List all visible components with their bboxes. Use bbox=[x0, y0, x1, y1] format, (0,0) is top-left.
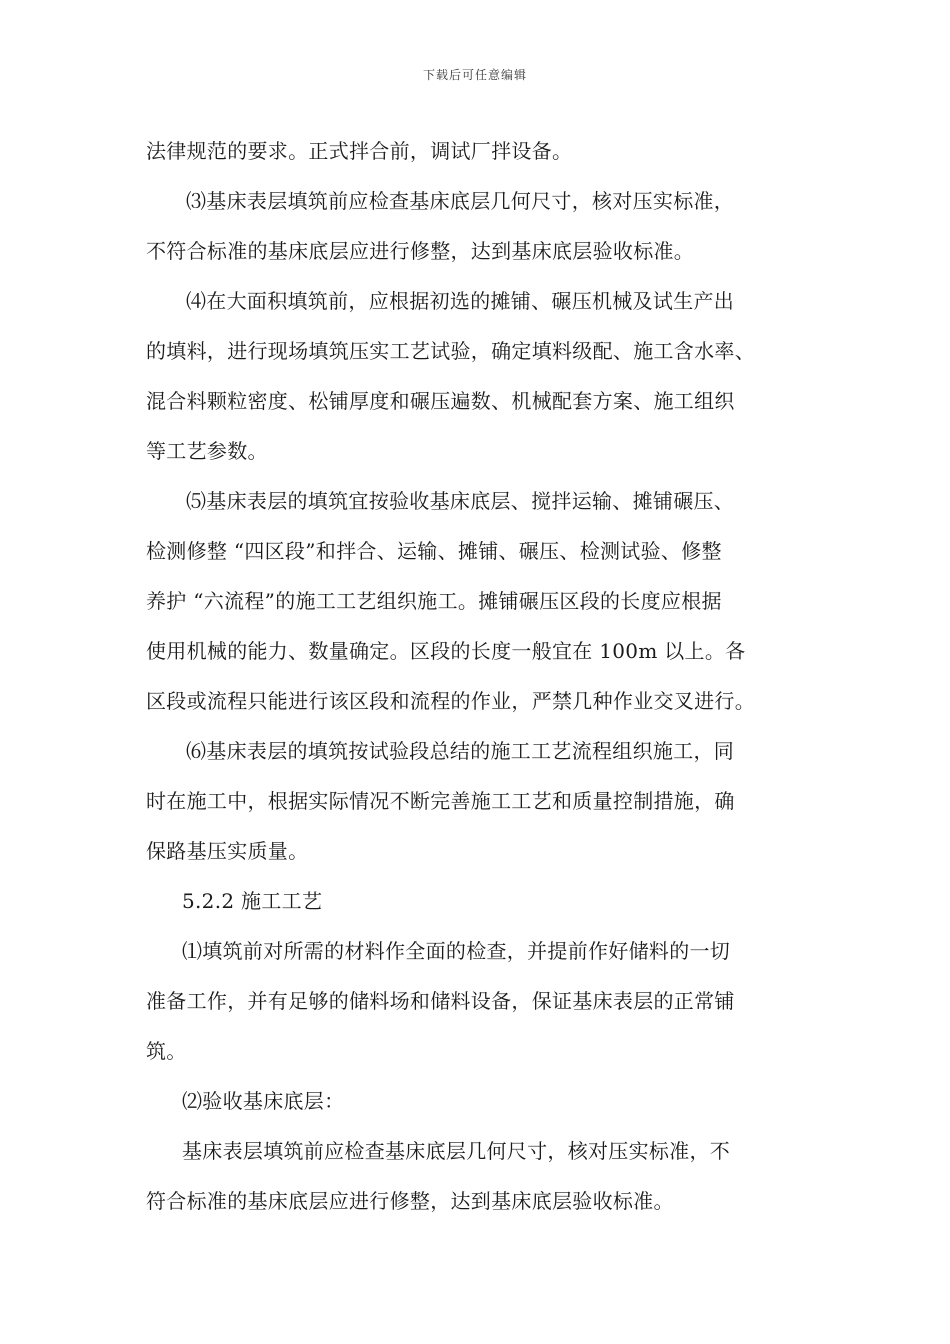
text-line: 的填料，进行现场填筑压实工艺试验，确定填料级配、施工含水率、 bbox=[146, 339, 755, 363]
text-line: 法律规范的要求。正式拌合前，调试厂拌设备。 bbox=[146, 139, 573, 163]
text-line: 不符合标准的基床底层应进行修整，达到基床底层验收标准。 bbox=[146, 239, 695, 263]
text-line: 使用机械的能力、数量确定。区段的长度一般宜在 100m 以上。各 bbox=[146, 639, 746, 663]
text-line: 筑。 bbox=[146, 1039, 187, 1063]
text-line: 养护 “六流程”的施工工艺组织施工。摊铺碾压区段的长度应根据 bbox=[146, 589, 722, 613]
text-line: ⑹基床表层的填筑按试验段总结的施工工艺流程组织施工，同 bbox=[186, 739, 735, 763]
text-line: 保路基压实质量。 bbox=[146, 839, 309, 863]
text-line: ⑸基床表层的填筑宜按验收基床底层、搅拌运输、摊铺碾压、 bbox=[186, 489, 735, 513]
text-line: 5.2.2 施工工艺 bbox=[182, 889, 323, 913]
text-line: ⑶基床表层填筑前应检查基床底层几何尺寸，核对压实标准， bbox=[186, 189, 735, 213]
text-line: 基床表层填筑前应检查基床底层几何尺寸，核对压实标准，不 bbox=[182, 1139, 731, 1163]
text-line: ⑴填筑前对所需的材料作全面的检查，并提前作好储料的一切 bbox=[182, 939, 731, 963]
document-body bbox=[146, 126, 826, 1226]
text-line: 时在施工中，根据实际情况不断完善施工工艺和质量控制措施，确 bbox=[146, 789, 735, 813]
text-line: 区段或流程只能进行该区段和流程的作业，严禁几种作业交叉进行。 bbox=[146, 689, 755, 713]
text-line: 检测修整 “四区段”和拌合、运输、摊铺、碾压、检测试验、修整 bbox=[146, 539, 722, 563]
text-line: 等工艺参数。 bbox=[146, 439, 268, 463]
text-line: ⑵验收基床底层： bbox=[182, 1089, 345, 1113]
text-line: ⑷在大面积填筑前，应根据初选的摊铺、碾压机械及试生产出 bbox=[186, 289, 735, 313]
text-line: 混合料颗粒密度、松铺厚度和碾压遍数、机械配套方案、施工组织 bbox=[146, 389, 735, 413]
page-header: 下载后可任意编辑 bbox=[422, 68, 527, 82]
text-line: 符合标准的基床底层应进行修整，达到基床底层验收标准。 bbox=[146, 1189, 674, 1213]
text-line: 准备工作，并有足够的储料场和储料设备，保证基床表层的正常铺 bbox=[146, 989, 735, 1013]
